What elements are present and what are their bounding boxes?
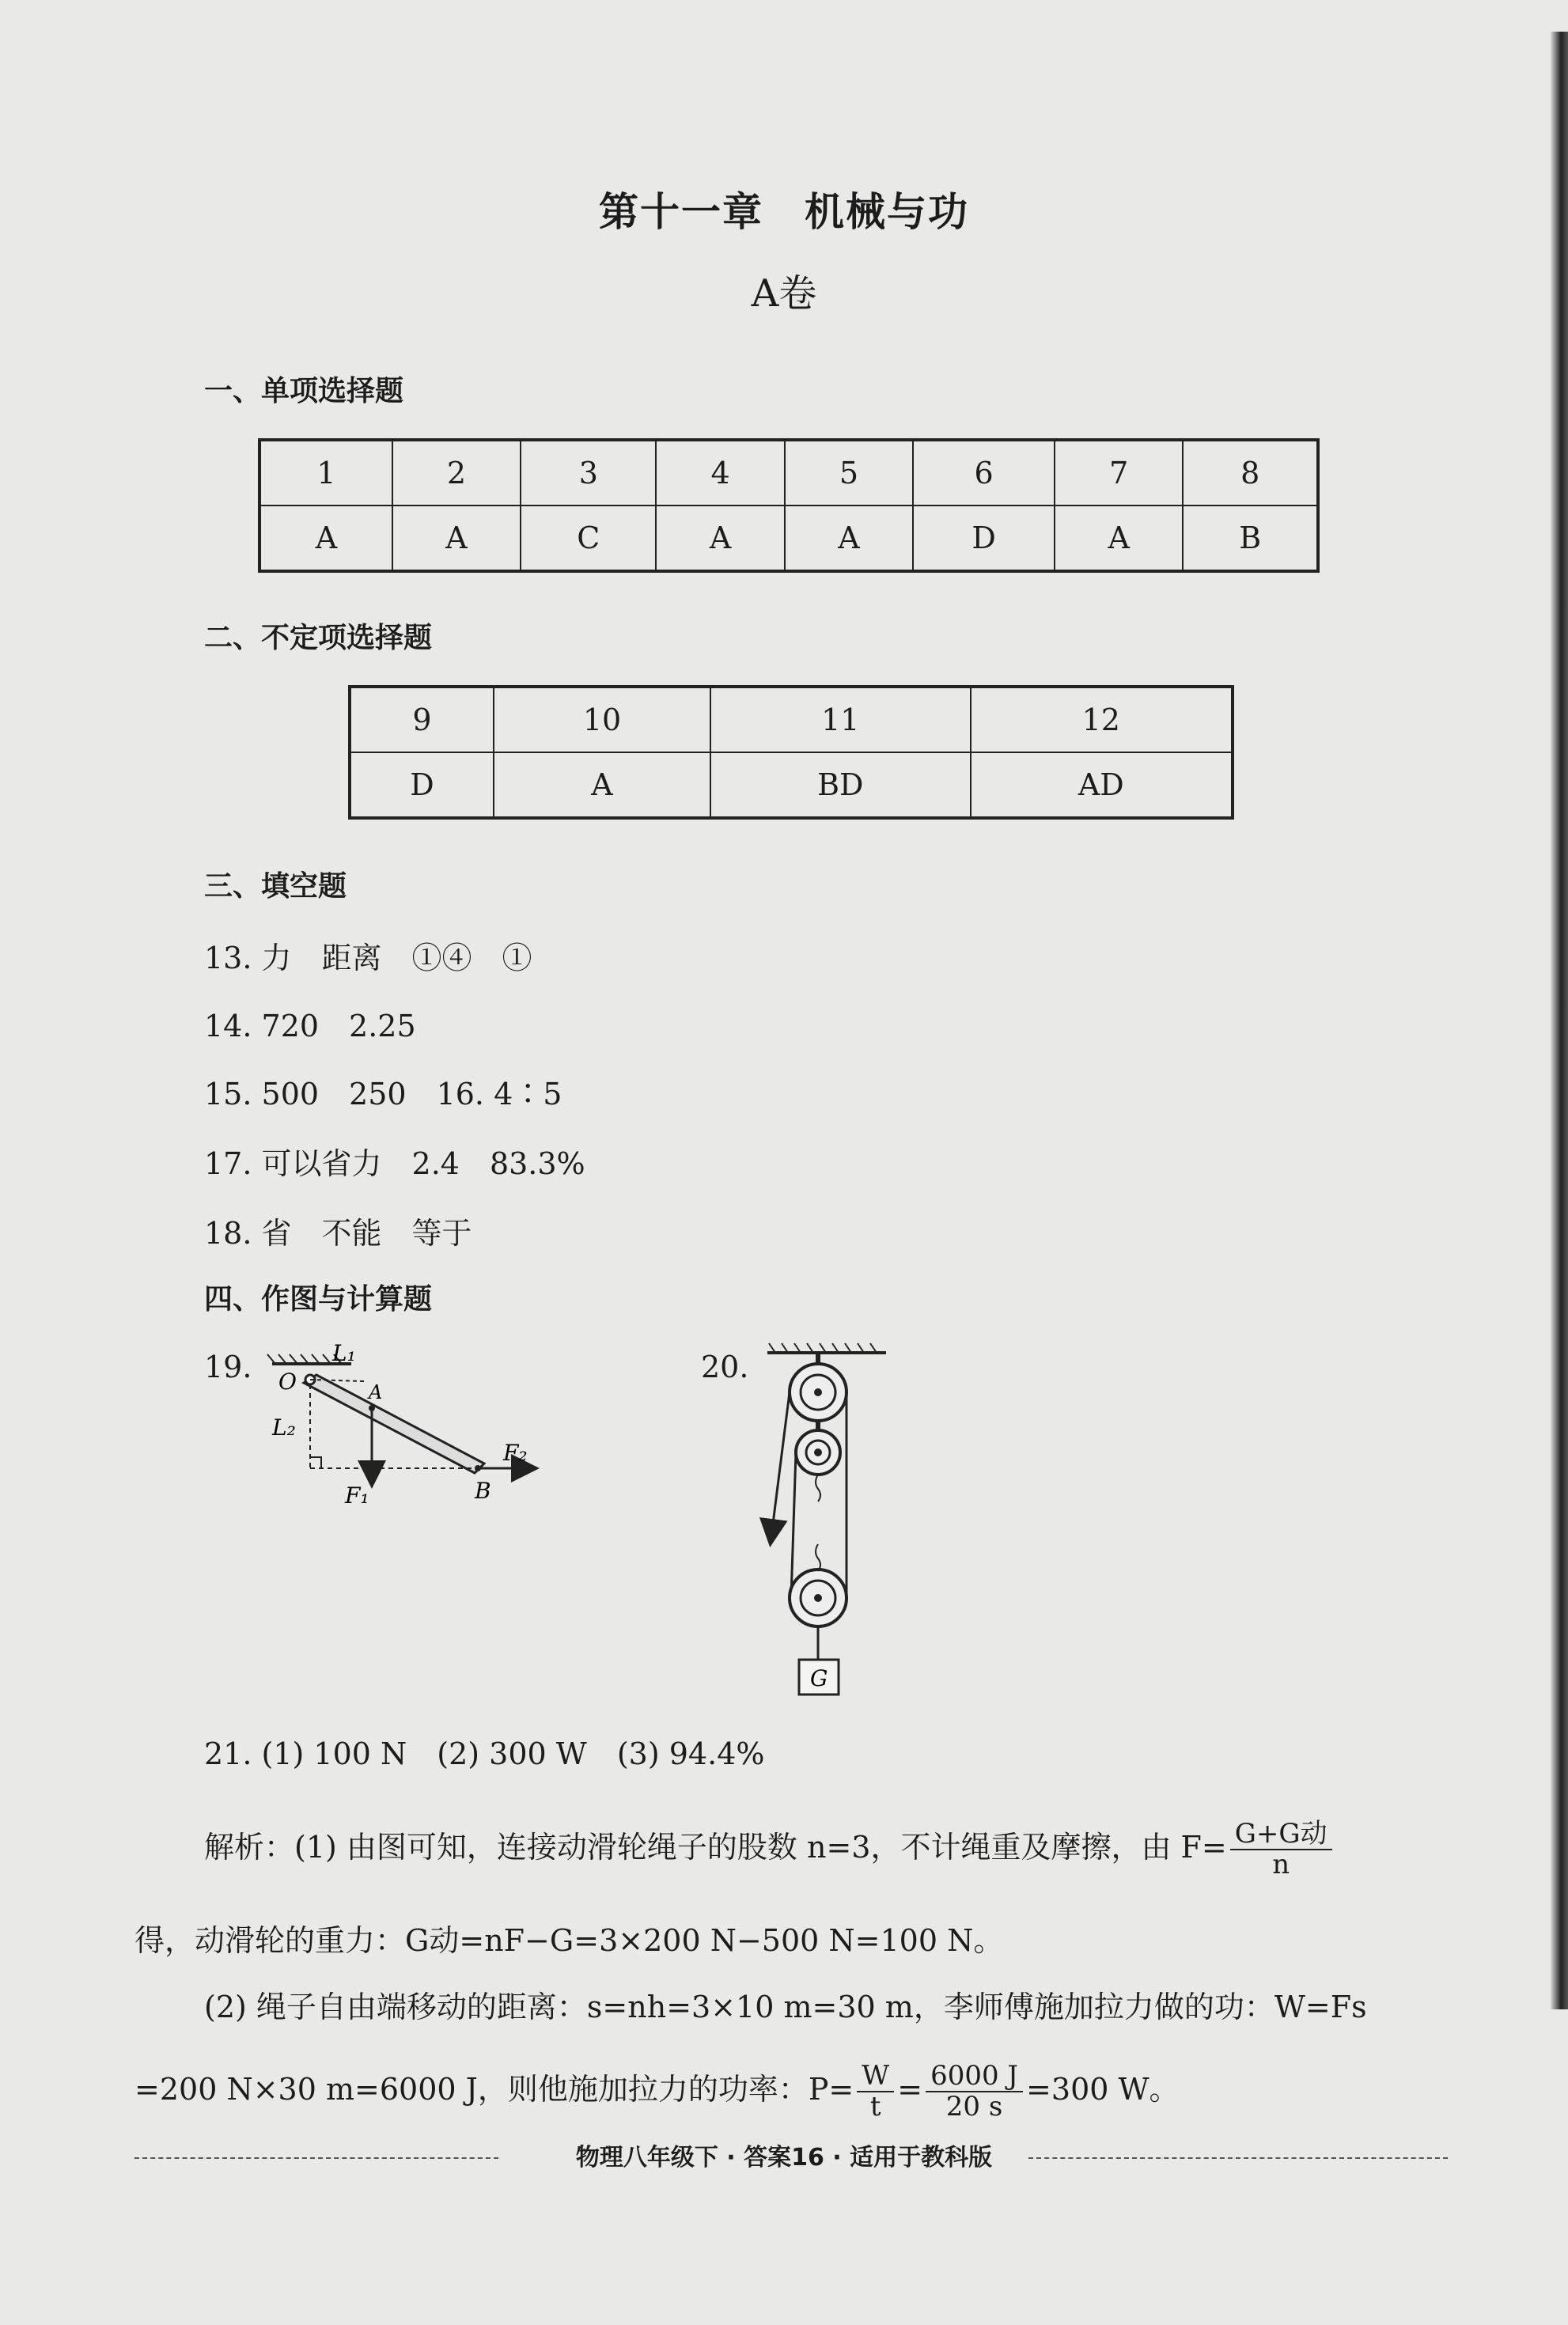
table-cell: C: [521, 506, 656, 571]
table-cell: BD: [710, 752, 971, 818]
label-O: O: [278, 1369, 297, 1395]
analysis-part-2-continued: [134, 2062, 1180, 2122]
section-single-choice: 一、单项选择题: [204, 375, 404, 407]
answer-line-18: 18. 省 不能 等于: [204, 1216, 472, 1251]
table-cell: 10: [494, 687, 710, 752]
table-cell: 2: [392, 440, 521, 506]
analysis-text: =200 N×30 m=6000 J，则他施加拉力的功率：P=: [134, 2071, 854, 2107]
section-drawing-calc: 四、作图与计算题: [204, 1283, 433, 1316]
answer-line-17: 17. 可以省力 2.4 83.3%: [204, 1146, 585, 1181]
fraction-numerator: W: [857, 2062, 894, 2092]
fraction-numerator: G+G动: [1230, 1819, 1332, 1850]
answer-line-13: 13. 力 距离 ①④ ①: [204, 941, 532, 975]
pulley-diagram: [752, 1337, 910, 1709]
answer-line-21: 21. (1) 100 N (2) 300 W (3) 94.4%: [204, 1736, 765, 1771]
table-cell: A: [1055, 506, 1183, 571]
power-fraction-symbolic: [857, 2062, 894, 2122]
table-cell: B: [1183, 506, 1318, 571]
table-row-answers: [350, 752, 1233, 818]
analysis-text: 解析：(1) 由图可知，连接动滑轮绳子的股数 n=3，不计绳重及摩擦，由 F=: [204, 1829, 1227, 1865]
table-cell: 4: [656, 440, 784, 506]
label-G: G: [810, 1665, 828, 1691]
table-row-numbers: [259, 440, 1318, 506]
table-cell: 5: [785, 440, 913, 506]
table-cell: A: [656, 506, 784, 571]
table-cell: A: [785, 506, 913, 571]
label-L2: L₂: [272, 1414, 296, 1441]
table-cell: A: [392, 506, 521, 571]
single-choice-table: [258, 438, 1320, 573]
label-F2: F₂: [503, 1440, 528, 1466]
fraction-denominator: n: [1272, 1849, 1290, 1881]
table-cell: 12: [971, 687, 1233, 752]
analysis-text: =300 W。: [1026, 2071, 1180, 2107]
fraction-denominator: 20 s: [945, 2091, 1003, 2123]
table-cell: D: [350, 752, 494, 818]
question-20-number: 20.: [701, 1350, 749, 1384]
table-cell: D: [913, 506, 1055, 571]
volume-title: A卷: [751, 271, 817, 316]
label-A: A: [369, 1381, 383, 1403]
chapter-title: 第十一章 机械与功: [599, 188, 969, 235]
page-footer: 物理八年级下 · 答案16 · 适用于教科版: [575, 2144, 993, 2172]
section-multi-choice: 二、不定项选择题: [204, 622, 433, 654]
table-cell: 8: [1183, 440, 1318, 506]
fraction-denominator: t: [869, 2091, 881, 2123]
analysis-part-1-continued: 得，动滑轮的重力：G动=nF−G=3×200 N−500 N=100 N。: [134, 1923, 1004, 1958]
label-F1: F₁: [345, 1482, 369, 1509]
analysis-part-1: [204, 1819, 1335, 1880]
table-cell: 6: [913, 440, 1055, 506]
table-cell: 9: [350, 687, 494, 752]
question-19-number: 19.: [204, 1350, 252, 1384]
table-cell: A: [494, 752, 710, 818]
formula-fraction: [1230, 1819, 1332, 1880]
table-cell: 11: [710, 687, 971, 752]
answer-line-15-16: 15. 500 250 16. 4∶5: [204, 1077, 562, 1111]
table-row-answers: [259, 506, 1318, 571]
multi-choice-table: [348, 685, 1234, 820]
power-fraction-values: [926, 2062, 1023, 2122]
table-cell: 7: [1055, 440, 1183, 506]
label-L1: L₁: [332, 1340, 356, 1366]
table-cell: 3: [521, 440, 656, 506]
answer-line-14: 14. 720 2.25: [204, 1009, 416, 1043]
label-B: B: [475, 1478, 491, 1504]
table-cell: 1: [259, 440, 392, 506]
table-cell: A: [259, 506, 392, 571]
scan-edge-shadow: [1551, 32, 1568, 2009]
fraction-numerator: 6000 J: [926, 2062, 1023, 2092]
lever-diagram: [261, 1337, 562, 1519]
analysis-part-2: (2) 绳子自由端移动的距离：s=nh=3×10 m=30 m，李师傅施加拉力做的功：W=Fs: [204, 1990, 1367, 2024]
section-fill-blank: 三、填空题: [204, 870, 347, 903]
equals-sign: =: [897, 2071, 923, 2107]
table-cell: AD: [971, 752, 1233, 818]
table-row-numbers: [350, 687, 1233, 752]
